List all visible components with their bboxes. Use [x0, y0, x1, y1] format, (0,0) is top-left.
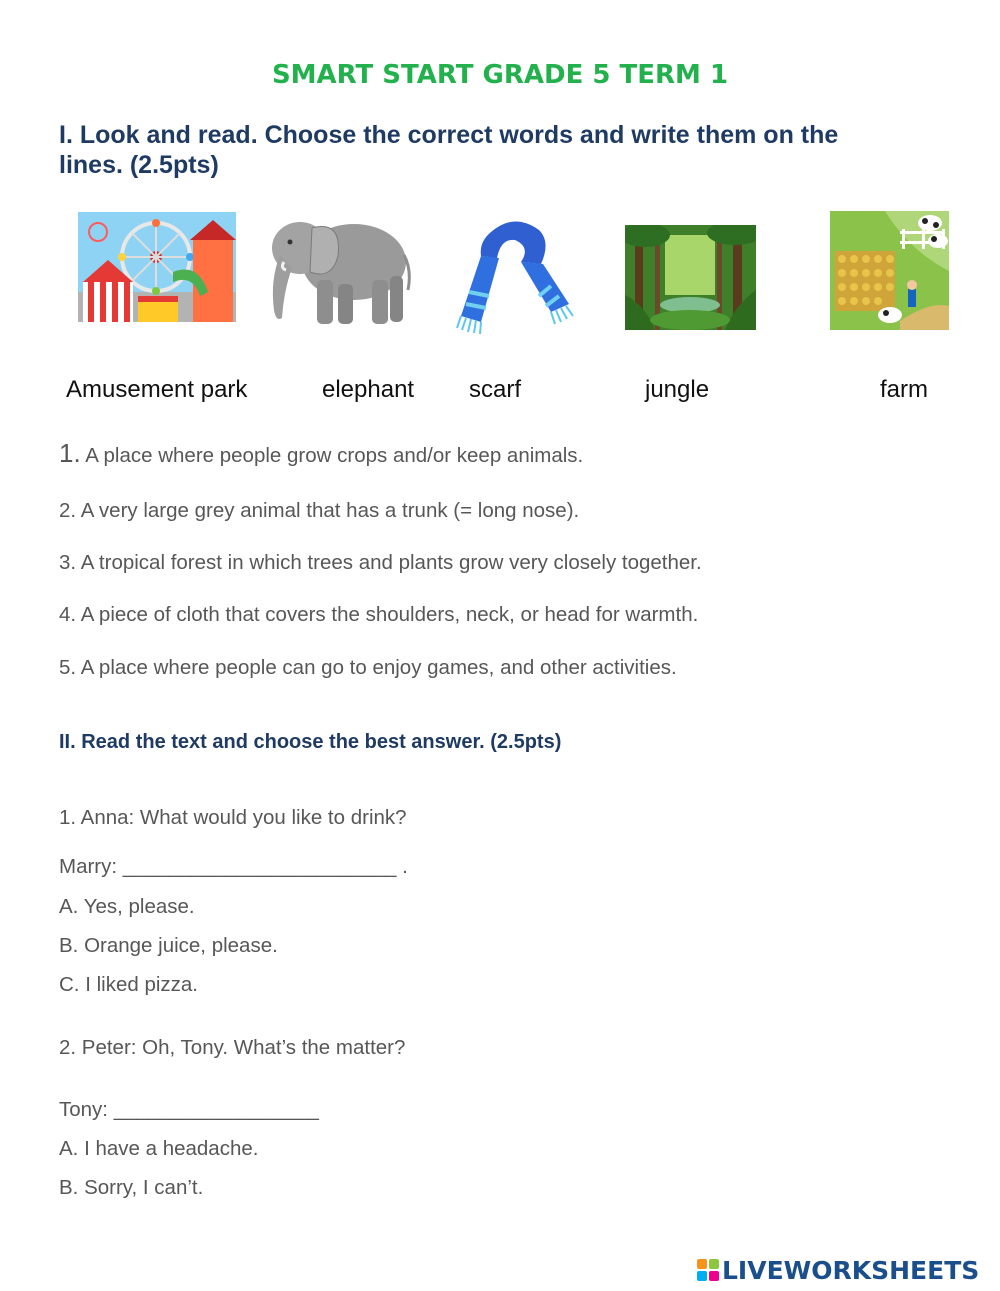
word-amusement-park: Amusement park [66, 376, 248, 403]
question-number: 1. [59, 438, 81, 468]
dialogue-2-option-a[interactable]: A. I have a headache. [59, 1137, 259, 1160]
dialogue-1-option-a[interactable]: A. Yes, please. [59, 895, 195, 918]
word-elephant: elephant [322, 376, 415, 403]
question-2 [59, 499, 579, 523]
dialogue-2-answer-line[interactable]: Tony: __________________ [59, 1098, 319, 1121]
elephant-illustration [262, 210, 412, 328]
page-title: SMART START GRADE 5 TERM 1 [271, 60, 729, 90]
section-2-heading: II. Read the text and choose the best answer. (2.5pts) [59, 731, 562, 753]
question-3 [59, 551, 702, 575]
question-text: A piece of cloth that covers the shoulders, neck, or head for warmth. [80, 603, 699, 626]
brand-name: LIVEWORKSHEETS [722, 1255, 980, 1285]
farm-illustration [830, 211, 949, 330]
dialogue-1-option-c[interactable]: C. I liked pizza. [59, 973, 198, 996]
question-number: 4. [59, 603, 77, 626]
section-1-heading-line2: lines. (2.5pts) [59, 151, 219, 179]
question-number: 3. [59, 551, 77, 574]
dialogue-2-option-b[interactable]: B. Sorry, I can’t. [59, 1176, 204, 1199]
section-1-heading-line1: I. Look and read. Choose the correct words and write them on the [59, 121, 839, 149]
question-1 [59, 438, 583, 469]
dialogue-1-option-b[interactable]: B. Orange juice, please. [59, 934, 278, 957]
question-5 [59, 656, 677, 680]
question-number: 2. [59, 499, 77, 522]
question-text: A place where people can go to enjoy games, and other activities. [80, 656, 677, 679]
word-jungle: jungle [645, 376, 710, 403]
dialogue-2-question: 2. Peter: Oh, Tony. What’s the matter? [59, 1036, 406, 1059]
logo-blocks-icon [697, 1259, 719, 1281]
question-text: A tropical forest in which trees and plants grow very closely together. [80, 551, 702, 574]
liveworksheets-logo [697, 1255, 997, 1285]
question-4 [59, 603, 698, 627]
jungle-illustration [625, 225, 756, 330]
question-number: 5. [59, 656, 77, 679]
dialogue-1-answer-line[interactable]: Marry: ________________________ . [59, 855, 408, 878]
scarf-illustration [451, 212, 577, 338]
word-scarf: scarf [469, 376, 522, 403]
dialogue-1-question: 1. Anna: What would you like to drink? [59, 806, 407, 829]
question-text: A place where people grow crops and/or keep animals. [85, 444, 584, 467]
word-farm: farm [880, 376, 928, 403]
question-text: A very large grey animal that has a trunk (= long nose). [80, 499, 580, 522]
amusement-park-illustration [78, 212, 236, 322]
section-1-heading [59, 120, 939, 180]
